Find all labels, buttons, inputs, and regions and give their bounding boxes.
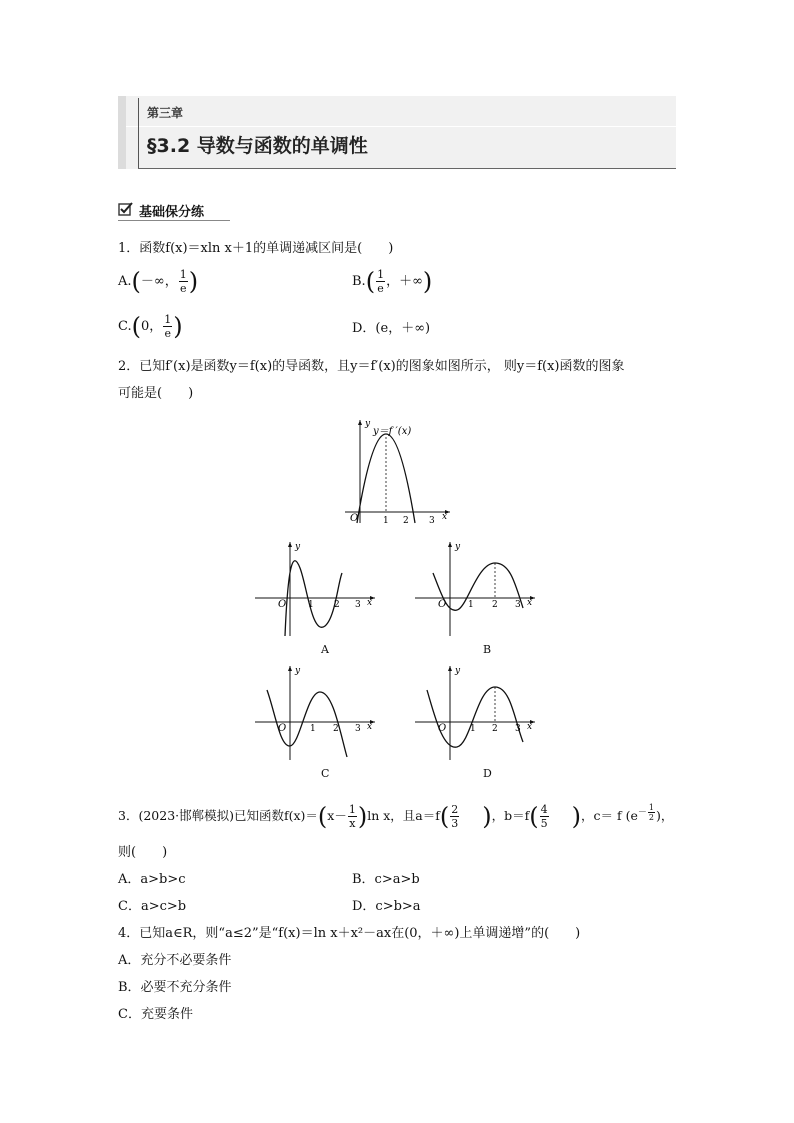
svg-text:1: 1 bbox=[470, 724, 476, 734]
q2-stem-line1: 2．已知f′(x)是函数y＝f(x)的导函数，且y＝f′(x)的图象如图所示， 则y＝f(x)函数的图象 bbox=[118, 359, 625, 374]
derivative-graph bbox=[340, 415, 455, 525]
svg-text:O: O bbox=[438, 723, 447, 734]
header-vertical-line bbox=[138, 98, 139, 169]
svg-text:O: O bbox=[278, 723, 287, 734]
svg-text:3: 3 bbox=[355, 600, 361, 610]
q3-stem-line2: 则( ) bbox=[118, 845, 168, 860]
svg-text:x: x bbox=[527, 598, 533, 608]
svg-text:O: O bbox=[438, 599, 447, 610]
svg-text:2: 2 bbox=[492, 600, 498, 610]
caption-b: B bbox=[483, 643, 492, 656]
caption-d: D bbox=[483, 767, 492, 780]
svg-text:1: 1 bbox=[308, 600, 314, 610]
tick-2: 2 bbox=[403, 516, 409, 525]
q3-stem: 3．(2023·邯郸模拟)已知函数f(x)＝(x－ $\frac{1}{x}$ )ln x，且a＝f( $\frac{2}{3}$ )，b＝f( $\frac{4}{5}$ )，c＝ f ($e^{- \frac{1}{2}}$ )， bbox=[118, 802, 674, 831]
svg-text:2: 2 bbox=[492, 724, 498, 734]
svg-text:3: 3 bbox=[515, 600, 521, 610]
header-bottom-line bbox=[138, 168, 676, 169]
x-axis-label: x bbox=[442, 512, 448, 522]
chapter-label: 第三章 bbox=[147, 106, 184, 120]
svg-text:1: 1 bbox=[310, 724, 316, 734]
tag-underline bbox=[118, 220, 230, 221]
graph-option-b bbox=[415, 538, 540, 638]
checkbox-icon bbox=[118, 201, 134, 217]
svg-text:3: 3 bbox=[515, 724, 521, 734]
svg-text:2: 2 bbox=[334, 600, 340, 610]
svg-text:y: y bbox=[455, 666, 461, 676]
q1-option-c: C.(0， $\frac{1}{e}$ ) bbox=[118, 312, 183, 341]
q4-option-c: C．充要条件 bbox=[118, 1007, 193, 1022]
svg-text:y: y bbox=[295, 542, 301, 552]
q3-option-c: C．a>c>b bbox=[118, 899, 187, 914]
svg-text:3: 3 bbox=[355, 724, 361, 734]
q1-stem: 1．函数f(x)＝xln x＋1的单调递减区间是( ) bbox=[118, 241, 394, 256]
q1-option-a: A.(－∞， $\frac{1}{e}$ ) bbox=[118, 267, 199, 296]
origin-label: O bbox=[350, 513, 359, 524]
svg-text:O: O bbox=[278, 599, 287, 610]
q4-option-b: B．必要不充分条件 bbox=[118, 980, 232, 995]
section-title: §3.2 导数与函数的单调性 bbox=[147, 135, 368, 157]
tick-1: 1 bbox=[383, 516, 389, 525]
section-tag: 基础保分练 bbox=[139, 205, 205, 220]
graph-option-c bbox=[255, 662, 380, 762]
graph-option-d bbox=[415, 662, 540, 762]
y-arrow bbox=[358, 420, 362, 425]
svg-text:y: y bbox=[455, 542, 461, 552]
caption-c: C bbox=[321, 767, 330, 780]
header-separator bbox=[126, 126, 676, 127]
q3-option-d: D．c>b>a bbox=[352, 899, 421, 914]
q4-stem: 4．已知a∈R，则“a≤2”是“f(x)＝ln x＋x²－ax在(0，＋∞)上单调递增”的( ) bbox=[118, 926, 581, 941]
q3-option-a: A．a>b>c bbox=[118, 872, 186, 887]
q3-option-b: B．c>a>b bbox=[352, 872, 420, 887]
curve-label: y＝f ′(x) bbox=[373, 426, 412, 437]
svg-text:1: 1 bbox=[468, 600, 474, 610]
q1-option-b: B.( $\frac{1}{e}$ ，＋∞) bbox=[352, 267, 433, 296]
svg-text:x: x bbox=[367, 722, 373, 732]
q1-option-d: D．(e，＋∞) bbox=[352, 321, 431, 336]
header-accent-bar bbox=[118, 96, 126, 169]
svg-text:y: y bbox=[295, 666, 301, 676]
q4-option-a: A．充分不必要条件 bbox=[118, 953, 232, 968]
caption-a: A bbox=[321, 643, 329, 656]
tick-3: 3 bbox=[429, 516, 435, 525]
y-axis-label: y bbox=[365, 419, 371, 429]
svg-text:2: 2 bbox=[333, 724, 339, 734]
graph-option-a bbox=[255, 538, 380, 638]
svg-text:x: x bbox=[527, 722, 533, 732]
q2-stem-line2: 可能是( ) bbox=[118, 386, 194, 401]
svg-text:x: x bbox=[367, 598, 373, 608]
